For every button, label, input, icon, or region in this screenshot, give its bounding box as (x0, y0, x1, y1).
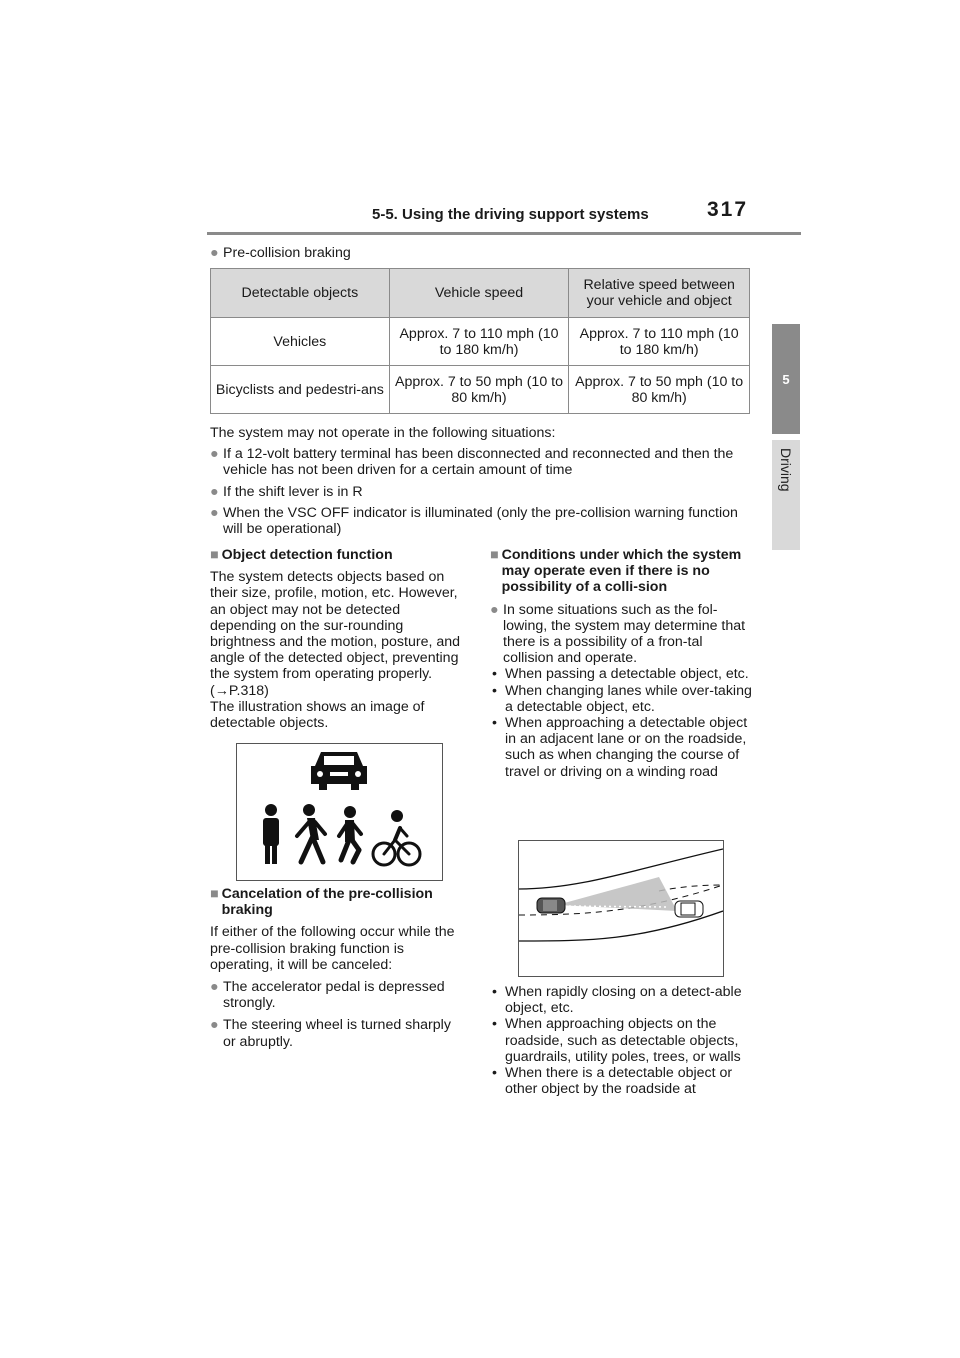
table-cell: Vehicles (211, 318, 390, 366)
table-cell: Bicyclists and pedestri-ans (211, 366, 390, 414)
list-item: • When approaching a detectable object in an adjacent lane or on the roadside, such as when changing the course of travel or driving on a winding road (492, 715, 748, 780)
list-item: • When passing a detectable object, etc. (492, 666, 749, 683)
detectable-objects-illustration (237, 744, 442, 880)
left-column (210, 547, 465, 731)
cancelation-heading: ■ Cancelation of the pre-collision braking (210, 886, 433, 919)
table-header-cell: Vehicle speed (389, 269, 569, 318)
cancelation-section (210, 886, 465, 1050)
list-item: ● When the VSC OFF indicator is illuminated (only the pre-collision warning function will be operational) (210, 504, 738, 538)
page-reference-link[interactable]: P.318) (228, 682, 269, 699)
square-bullet-icon: ■ (210, 547, 219, 563)
target-vehicle-icon (675, 901, 703, 917)
pedestrian-running-icon (339, 806, 361, 862)
bullet-icon: ● (210, 1017, 219, 1034)
pedestrian-standing-icon (263, 804, 279, 864)
object-detection-heading: ■ Object detection function (210, 547, 393, 563)
list-item: • When approaching objects on the roadside, such as detectable objects, guardrails, utility poles, trees, or walls (492, 1016, 741, 1065)
list-item: ● In some situations such as the fol-lowing, the system may determine that there is a possibility of a fron-tal collision and operate. (490, 601, 746, 667)
table-header-cell: Relative speed between your vehicle and object (569, 269, 750, 318)
dash-bullet-icon: • (492, 666, 497, 683)
table-cell: Approx. 7 to 50 mph (10 to 80 km/h) (569, 366, 750, 414)
car-icon (311, 752, 367, 790)
winding-road-figure (518, 840, 724, 977)
dash-bullet-icon: • (492, 682, 497, 699)
list-item: • When changing lanes while over-taking a detectable object, etc. (492, 682, 752, 715)
dash-bullet-icon: • (492, 1065, 497, 1082)
square-bullet-icon: ■ (210, 886, 219, 902)
pedestrian-walking-icon (297, 804, 325, 862)
list-item: • When there is a detectable object or other object by the roadside at (492, 1065, 733, 1098)
not-operate-section (210, 425, 755, 537)
own-vehicle-icon (537, 898, 565, 913)
chapter-tab-number: 5 (772, 324, 800, 434)
page-number: 317 (707, 198, 749, 221)
right-column (490, 547, 752, 780)
chapter-tab-label (772, 440, 800, 550)
table-header-row (211, 269, 750, 318)
list-item: • When rapidly closing on a detect-able object, etc. (492, 984, 742, 1017)
section-title: 5-5. Using the driving support systems (372, 206, 649, 223)
pre-collision-braking-bullet: ● Pre-collision braking (210, 245, 351, 261)
dash-bullet-icon: • (492, 984, 497, 1000)
arrow-icon: → (214, 682, 229, 699)
bullet-icon: ● (210, 446, 219, 463)
table-header-cell: Detectable objects (211, 269, 390, 318)
detectable-objects-figure (236, 743, 443, 881)
table-cell: Approx. 7 to 110 mph (10 to 180 km/h) (569, 318, 750, 366)
square-bullet-icon: ■ (490, 547, 499, 563)
bullet-icon: ● (490, 601, 499, 618)
list-item: ● If a 12-volt battery terminal has been disconnected and reconnected and then the vehicle has not been driven for a certain amount of time (210, 446, 734, 479)
object-detection-body: The system detects objects based on their size, profile, motion, etc. However, an object may not be detected depending on the sur-rounding brightness and the motion, posture, and angle of the detected object, preventing the system from operating properly. (→P.318) The illustration shows an image of detectable objects. (210, 569, 461, 732)
table-cell: Approx. 7 to 50 mph (10 to 80 km/h) (389, 366, 569, 414)
bullet-icon: ● (210, 979, 219, 996)
list-item: ● The steering wheel is turned sharply or abruptly. (210, 1017, 451, 1050)
chapter-tab-text: Driving (778, 448, 794, 492)
header-rule (207, 232, 801, 235)
table-cell: Approx. 7 to 110 mph (10 to 180 km/h) (389, 318, 569, 366)
cyclist-icon (373, 810, 420, 865)
winding-road-illustration (519, 841, 723, 976)
right-column-continued (490, 984, 752, 1097)
speed-table (210, 268, 750, 414)
bullet-icon: ● (210, 504, 219, 521)
cancelation-body: If either of the following occur while the pre-collision braking function is operating, it will be canceled: (210, 924, 455, 973)
list-item: ● The accelerator pedal is depressed strongly. (210, 979, 445, 1012)
table-row (211, 366, 750, 414)
table-row (211, 318, 750, 366)
bullet-icon: ● (210, 483, 219, 500)
not-operate-intro: The system may not operate in the following situations: (210, 425, 556, 441)
bullet-icon: ● (210, 245, 219, 261)
dash-bullet-icon: • (492, 715, 497, 732)
dash-bullet-icon: • (492, 1016, 497, 1033)
list-item: ● If the shift lever is in R (210, 483, 363, 500)
conditions-heading: ■ Conditions under which the system may operate even if there is no possibility of a colli-sion (490, 547, 742, 596)
